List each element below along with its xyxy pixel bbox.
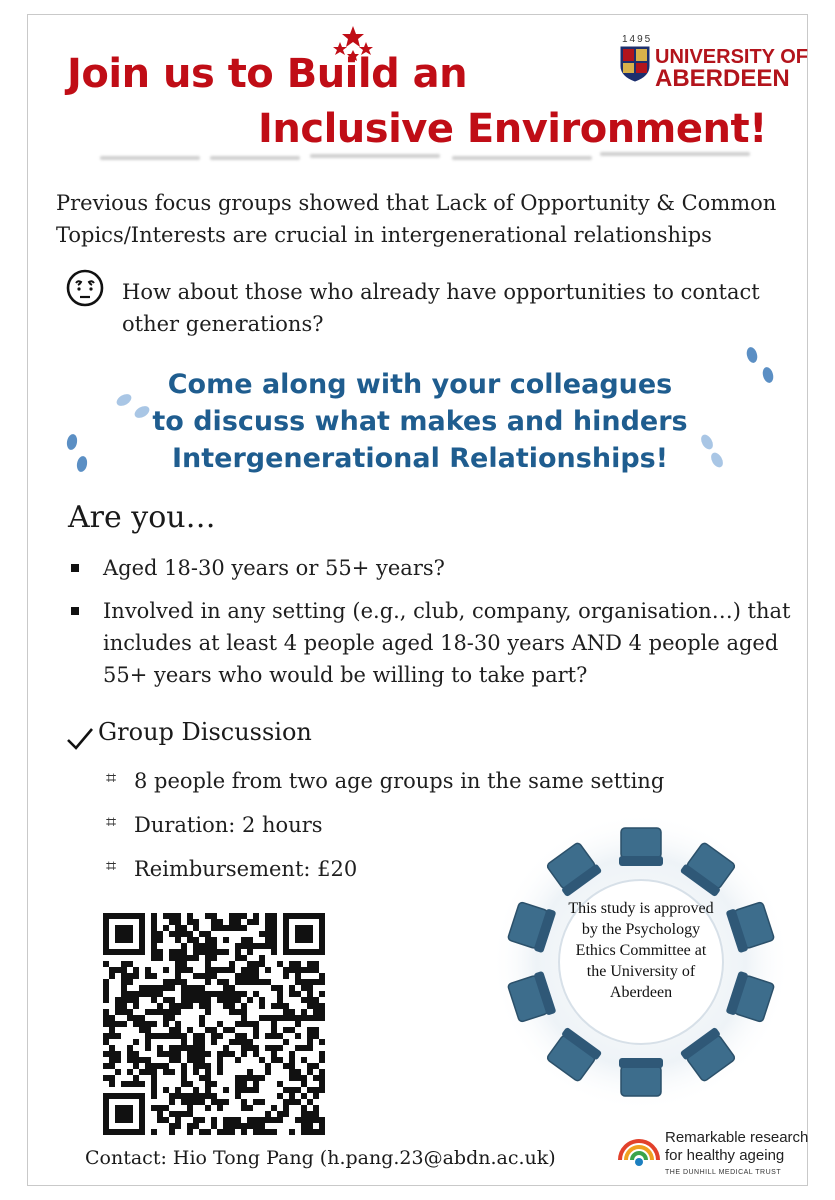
- hash-bullet-icon: ⌗: [106, 768, 117, 789]
- thinking-face-icon: [65, 268, 105, 308]
- blurred-line: [452, 156, 592, 160]
- question-text: How about those who already have opportunities to contact other generations?: [122, 280, 760, 336]
- blurred-line: [100, 156, 200, 160]
- qr-finder-pattern: [115, 925, 133, 943]
- blurred-line: [310, 154, 440, 158]
- bullet-square: [71, 607, 79, 615]
- logo-year: 1495: [622, 34, 653, 45]
- hash-bullet-icon: ⌗: [106, 812, 117, 833]
- discussion-item-3: Reimbursement: £20: [134, 857, 358, 881]
- qr-code[interactable]: [103, 913, 325, 1135]
- title-line-1: Join us to Build an: [67, 51, 468, 97]
- bullet-square: [71, 564, 79, 572]
- hash-bullet-icon: ⌗: [106, 856, 117, 877]
- dunhill-trust-logo-icon: [614, 1124, 664, 1174]
- title-line-2: Inclusive Environment!: [258, 106, 767, 152]
- logo-line-1: UNIVERSITY OF: [655, 46, 808, 68]
- cta-line-2: to discuss what makes and hinders: [152, 406, 688, 437]
- checkmark-icon: [66, 726, 94, 752]
- blurred-line: [210, 156, 300, 160]
- university-crest-icon: [620, 46, 650, 82]
- ethics-note: This study is approved by the Psychology Ethics Committee at the University of Aberdeen: [568, 900, 714, 1001]
- discussion-item-1: 8 people from two age groups in the same setting: [134, 769, 665, 793]
- university-logo: [620, 34, 808, 92]
- logo-line-2: ABERDEEN: [655, 65, 790, 92]
- blurred-line: [600, 152, 750, 156]
- funder-line-3: THE DUNHILL MEDICAL TRUST: [665, 1169, 782, 1176]
- eligibility-heading: Are you…: [68, 500, 216, 535]
- eligibility-item-2: Involved in any setting (e.g., club, company, organisation…) that includes at least 4 people aged 18-30 years AND 4 people aged 55+ years who would be willing to take part?: [103, 599, 791, 687]
- eligibility-item-1: Aged 18-30 years or 55+ years?: [103, 556, 445, 580]
- funder-line-2: for healthy ageing: [665, 1147, 785, 1164]
- qr-finder-pattern: [115, 1105, 133, 1123]
- intro-paragraph: Previous focus groups showed that Lack of Opportunity & Common Topics/Interests are crucial in intergenerational relationships: [56, 191, 777, 247]
- cta-line-3: Intergenerational Relationships!: [171, 443, 669, 474]
- contact-text: Contact: Hio Tong Pang (h.pang.23@abdn.ac.uk): [85, 1147, 556, 1169]
- cta-line-1: Come along with your colleagues: [167, 369, 673, 400]
- qr-finder-pattern: [295, 925, 313, 943]
- funder-line-1: Remarkable research: [665, 1129, 809, 1146]
- chair-icon: [619, 828, 663, 866]
- footprints-icon: [740, 345, 780, 389]
- discussion-item-2: Duration: 2 hours: [134, 813, 323, 837]
- chair-icon: [619, 1058, 663, 1096]
- discussion-heading: Group Discussion: [98, 718, 312, 746]
- footprints-icon: [60, 430, 96, 478]
